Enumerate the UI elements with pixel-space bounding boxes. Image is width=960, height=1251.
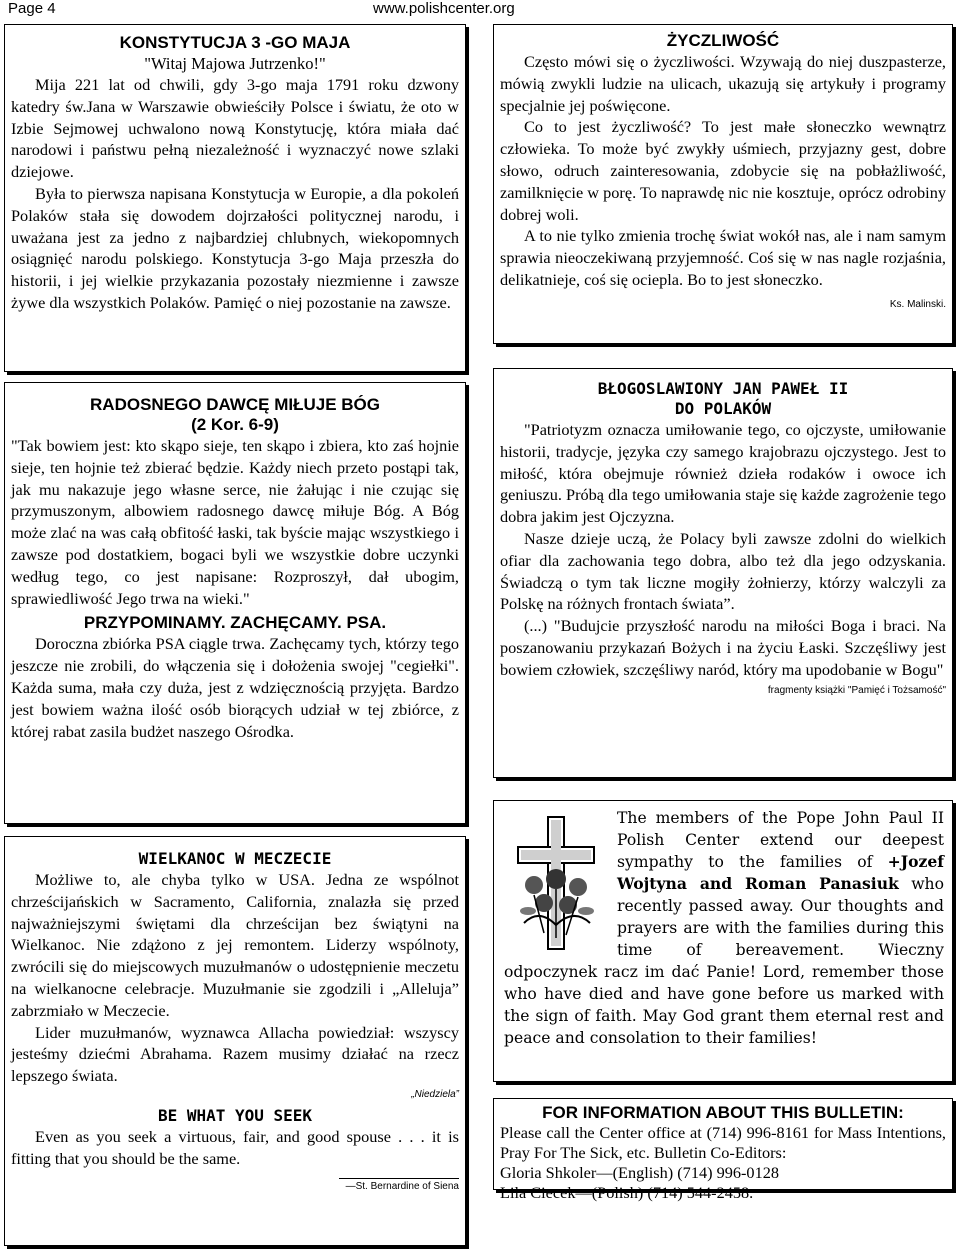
psa-paragraph: Doroczna zbiórka PSA ciągle trwa. Zachęcamy tych, którzy tego jeszcze nie zrobili, do włączenia się i dołożenia swojej "cegiełki". Każda suma, mała czy duża, jest z wdzięcznością przyjęta. Bardzo jest bowiem ważna ilość osób biorących udział w tej zbiórce, z której rabat zasila budżet naszego Ośrodka.: [11, 634, 459, 741]
jpii-paragraph-1: "Patriotyzm oznacza umiłowanie tego, co ojczyste, umiłowanie historii, tradycje, języka czy samego krajobrazu ojczystego. Jest to miłość, która obejmuje również dzieła rodaków i owoce ich geniuszu. Próbą dla tego umiłowania staje się każde zagrożenie tego dobra jakim jest Ojczyzna.: [500, 420, 946, 527]
jpii-subtitle: DO POLAKÓW: [674, 399, 772, 418]
bulletin-info-box: [493, 1098, 953, 1202]
sympathy-box: [493, 800, 953, 1082]
radosnego-title: RADOSNEGO DAWCĘ MIŁUJE BÓG: [90, 395, 380, 414]
zyczliwosc-title: ŻYCZLIWOŚĆ: [666, 31, 780, 50]
deceased-names: +Jozef Wojtyna and Roman Panasiuk: [617, 852, 944, 893]
radosnego-box: [4, 382, 466, 824]
wielkanoc-paragraph-1: Możliwe to, ale chyba tylko w USA. Jedna ze wspólnot chrześcijańskich w Sacramento, California, znalazła się przed najważniejszymi świętami dla chrześcijan bez świątyni na Wielkanoc. Nie zdążono z jej remontem. Liderzy wspólnoty, zwrócili się do miejscowych muzułmanów o udostępnienie meczetu na wielkanocne celebracje. Muzułmanie sie zgodzili i „Alleluja” zabrzmiało w Meczecie.: [11, 870, 459, 1020]
editor-polish: Lila Ciecek—(Polish) (714) 544-2458.: [500, 1183, 754, 1202]
sympathy-body: who recently passed away. Our thoughts and prayers are with the families during this time of bereavement. Wieczny odpoczynek racz im dać Panie! Lord, remember those who have died and have gone before us marked with the sign of faith. May God grant them eternal rest and peace and consolation to their families!: [504, 875, 944, 1047]
zyczliwosc-paragraph-3: A to nie tylko zmienia trochę świat wokół nas, ale i nam samym sprawia nieoczekiwaną przyjemność. Coś się w nas nagle rozjaśnia, delikatnieje, coś się ociepla. Bo to jest słoneczko.: [500, 226, 946, 289]
seek-paragraph: Even as you seek a virtuous, fair, and good spouse . . . it is fitting that you should be the same.: [11, 1126, 459, 1168]
zyczliwosc-author: Ks. Malinski.: [889, 298, 946, 310]
seek-rule: [339, 1178, 459, 1179]
page-number: Page 4: [8, 0, 56, 17]
jpii-title: BŁOGOSLAWIONY JAN PAWEŁ II: [597, 379, 849, 398]
konstytucja-paragraph-2: Była to pierwsza napisana Konstytucja w Europie, a dla pokoleń Polaków stała się dowodem dojrzałości politycznej narodu, i uważana jest za jedno z najbardziej chlubnych, wiekopomnych osiągnięć narodu polskiego. Konstytucja 3-go Maja przeszła do historii, i jej wielkie przykazania pozostały niezmienne i zawsze żywe dla wszystkich Polaków. Pamięć o niej pozostanie na zawsze.: [11, 183, 459, 312]
bulletin-info-text: Please call the Center office at (714) 996-8161 for Mass Intentions, Pray For The Sick, etc. Bulletin Co-Editors:: [500, 1123, 946, 1162]
wielkanoc-source: „Niedziela”: [411, 1088, 459, 1100]
wielkanoc-title: WIELKANOC W MECZECIE: [138, 849, 332, 868]
konstytucja-box: [4, 24, 466, 372]
seek-title: BE WHAT YOU SEEK: [157, 1105, 313, 1125]
jpii-paragraph-3: (...) "Budujcie przyszłość narodu na miłości Boga i braci. Na poszanowaniu przykazań Bożych i na życiu Łaski. Szczęśliwy jest bowiem człowiek, szczęśliwy naród, który ma upodobanie w Bogu": [500, 616, 946, 679]
jpii-source: fragmenty książki "Pamięć i Tożsamość": [767, 684, 946, 696]
zyczliwosc-paragraph-1: Często mówi się o życzliwości. Wzywają do niej duszpasterze, mówią zwykli ludzie na ulicach, ukazują się artykuły i programy specjalnie jej poświęcone.: [500, 52, 946, 115]
psa-title: PRZYPOMINAMY. ZACHĘCAMY. PSA.: [83, 613, 387, 633]
seek-source: —St. Bernardine of Siena: [345, 1180, 459, 1192]
konstytucja-paragraph-1: Mija 221 lat od chwili, gdy 3-go maja 1791 roku dzwony katedry św.Jana w Warszawie obwieściły Polsce i światu, że oto w Izbie Sejmowej uchwalono nową Konstytucję, która miała dać narodowi i państwu pełną niezależność i wyznaczyć nowe szlaki dziejowe.: [11, 75, 459, 182]
bulletin-info-title: FOR INFORMATION ABOUT THIS BULLETIN:: [542, 1103, 904, 1122]
site-url: www.polishcenter.org: [373, 0, 515, 17]
wielkanoc-paragraph-2: Lider muzułmanów, wyznawca Allacha powiedział: wszyscy jesteśmy dziećmi Abrahama. Razem musimy działać na rzecz lepszego świata.: [11, 1022, 459, 1086]
editor-english: Gloria Shkoler—(English) (714) 996-0128: [500, 1163, 779, 1182]
radosnego-paragraph: "Tak bowiem jest: kto skąpo sieje, ten skąpo i zbiera, kto zaś hojnie sieje, ten hojnie też zbierać będzie. Każdy niech przeto postąpi tak, jak mu nakazuje jego własne serce, nie żałując i nie czując się przymuszonym, albowiem radosnego dawcę miłuje Bóg. A Bóg może zlać na was całą obfitość łaski, tak byście mając wszystkiego i zawsze pod dostatkiem, bogaci byli we wszystkie dobre uczynki według tego, co jest napisane: Rozproszył, dał ubogim, sprawiedliwość Jego trwa na wieki.": [11, 436, 459, 608]
konstytucja-title: KONSTYTUCJA 3 -GO MAJA: [119, 33, 351, 52]
radosnego-reference: (2 Kor. 6-9): [191, 415, 279, 434]
jpii-box: [493, 368, 953, 778]
cross-with-roses-icon: [504, 813, 609, 958]
sympathy-intro: The members of the Pope John Paul II Polish Center extend our deepest sympathy to the families of: [617, 809, 944, 871]
zyczliwosc-paragraph-2: Co to jest życzliwość? To jest małe słoneczko wewnątrz człowieka. To może być zwykły uśmiech, przyjazny gest, dobre słowo, odruch zainteresowania, zdobycie się na pobłażliwość, zamilknięcie w porę. To naprawdę nic nie kosztuje, oprócz odrobiny dobrej woli.: [500, 117, 946, 224]
konstytucja-subtitle: "Witaj Majowa Jutrzenko!": [144, 54, 326, 73]
wielkanoc-box: [4, 836, 466, 1246]
zyczliwosc-box: [493, 24, 953, 344]
jpii-paragraph-2: Nasze dzieje uczą, że Polacy byli zawsze zdolni do wielkich ofiar dla zachowania tego dobra, albo też dla jego odzyskania. Świadczą o tym tak liczne mogiły żołnierzy, którzy walczyli za Polskę na różnych frontach świata”.: [500, 528, 946, 614]
